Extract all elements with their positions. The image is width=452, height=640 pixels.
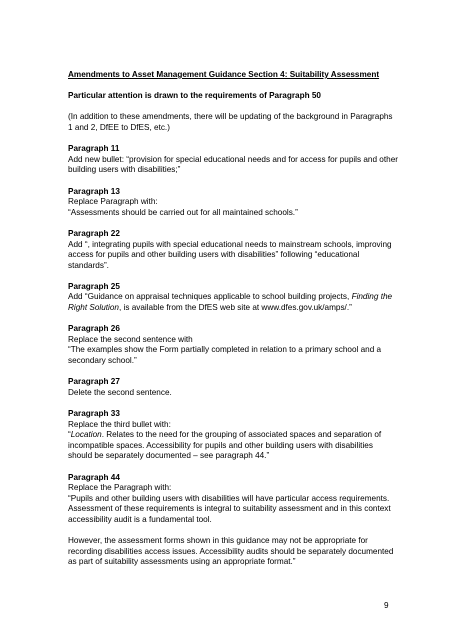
section-instruction: Replace the Paragraph with:: [68, 483, 172, 493]
intro-paragraph: (In addition to these amendments, there will be updating of the background in Paragraphs 1 and 2, DfEE to DfES, etc.): [68, 112, 393, 132]
section-heading: Paragraph 26: [68, 324, 120, 334]
section-instruction: Replace the third bullet with:: [68, 419, 171, 429]
guidance-title: Finding the Right Solution: [68, 292, 393, 313]
document-title: Amendments to Asset Management Guidance Section 4: Suitability Assessment: [68, 70, 380, 79]
section-paragraph-11: [68, 144, 398, 176]
section-paragraph-27: [68, 377, 398, 398]
section-instruction: Replace the second sentence with: [68, 334, 193, 344]
section-replacement-text: “Assessments should be carried out for all maintained schools.”: [68, 207, 298, 217]
section-paragraph-33: [68, 409, 398, 462]
section-instruction: Add “, integrating pupils with special educational needs to mainstream schools, improving access for pupils and other building users with disabilities” following “educational standards”.: [68, 239, 392, 270]
section-instruction: Replace Paragraph with:: [68, 197, 158, 207]
section-instruction: Add new bullet: “provision for special educational needs and for access for pupils and other building users with disabilities;”: [68, 154, 398, 175]
section-heading: Paragraph 11: [68, 144, 120, 154]
section-heading: Paragraph 13: [68, 186, 120, 196]
document-body: [68, 70, 398, 579]
section-paragraph-44-continued: However, the assessment forms shown in this guidance may not be appropriate for recording disabilities access issues. Accessibility audits should be separately documented as part of suitability assessments using an appropriate format.”: [68, 536, 394, 567]
section-paragraph-26: [68, 324, 398, 366]
section-paragraph-44: [68, 473, 398, 526]
section-replacement-text: [68, 430, 398, 462]
open-quote: “: [68, 430, 71, 440]
location-term: Location: [70, 430, 102, 440]
section-instruction: Delete the second sentence.: [68, 387, 172, 397]
section-replacement-text: “Pupils and other building users with disabilities will have particular access requirements. Assessment of these requirements is integral to suitability assessment and in this context accessibility audit is a fundamental tool.: [68, 493, 391, 524]
instruction-text-start: Add “Guidance on appraisal techniques applicable to school building projects,: [68, 292, 352, 302]
page-number: 9: [384, 601, 389, 610]
section-instruction: [68, 292, 398, 313]
section-heading: Paragraph 27: [68, 377, 120, 387]
section-paragraph-25: [68, 282, 398, 314]
attention-notice: Particular attention is drawn to the requirements of Paragraph 50: [68, 91, 321, 101]
section-paragraph-22: [68, 229, 398, 271]
instruction-text-end: , is available from the DfES web site at www.dfes.gov.uk/amps/.”: [118, 303, 352, 313]
section-heading: Paragraph 44: [68, 472, 120, 482]
section-paragraph-13: [68, 187, 398, 219]
section-replacement-text: “The examples show the Form partially completed in relation to a primary school and a secondary school.”: [68, 345, 382, 366]
section-heading: Paragraph 25: [68, 281, 120, 291]
section-heading: Paragraph 22: [68, 228, 120, 238]
replacement-text-rest: . Relates to the need for the grouping of associated spaces and separation of incompatible spaces. Accessibility for pupils and other building users with disabilities should be separately documented – see paragraph 44.”: [68, 430, 382, 461]
section-heading: Paragraph 33: [68, 409, 120, 418]
